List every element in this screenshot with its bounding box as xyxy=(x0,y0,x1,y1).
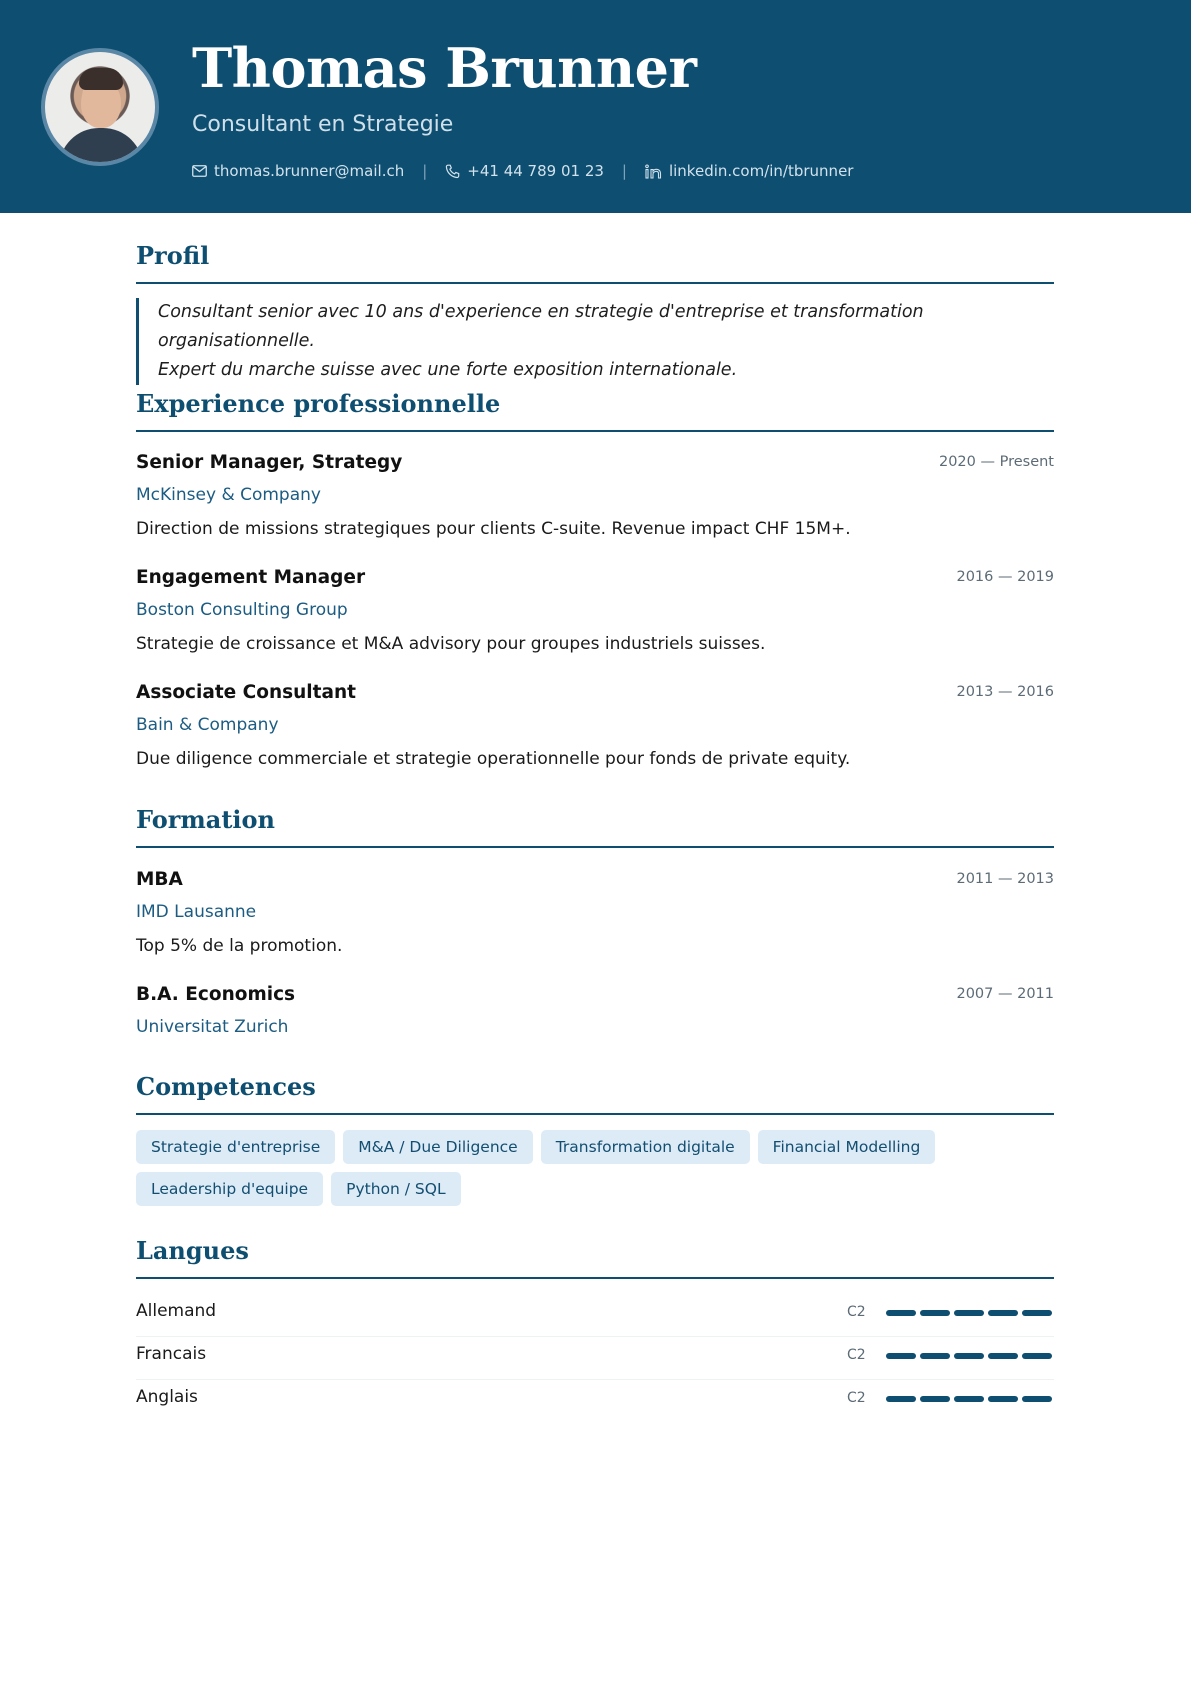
profile-line: Consultant senior avec 10 ans d'experience en strategie d'entreprise et transformation organisationnelle. xyxy=(158,302,924,351)
language-level: C2 xyxy=(847,1347,866,1363)
skill-tag: Transformation digitale xyxy=(541,1130,750,1164)
job-dates: 2020 — Present xyxy=(938,454,1054,470)
candidate-title: Consultant en Strategie xyxy=(192,112,454,137)
section-title-skills: Competences xyxy=(136,1072,316,1101)
section-divider xyxy=(136,1277,1054,1279)
header-banner xyxy=(0,0,1191,213)
contact-email[interactable] xyxy=(192,162,404,180)
job-company: Bain & Company xyxy=(136,715,279,735)
photo-hair xyxy=(79,68,123,90)
contact-bar xyxy=(192,160,853,182)
profile-line: Expert du marche suisse avec une forte exposition internationale. xyxy=(158,360,738,380)
language-name: Allemand xyxy=(136,1301,217,1321)
language-level-bar xyxy=(920,1310,950,1316)
job-description: Direction de missions strategiques pour clients C-suite. Revenue impact CHF 15M+. xyxy=(136,519,851,539)
skill-tag: Financial Modelling xyxy=(758,1130,936,1164)
language-name: Francais xyxy=(136,1344,207,1364)
language-level: C2 xyxy=(847,1390,866,1406)
degree-description: Top 5% de la promotion. xyxy=(136,936,343,956)
section-title-experience: Experience professionnelle xyxy=(136,389,501,418)
job-role: Senior Manager, Strategy xyxy=(136,452,403,473)
language-row xyxy=(136,1379,1054,1422)
section-divider xyxy=(136,1113,1054,1115)
contact-separator: | xyxy=(422,162,428,180)
job-description: Due diligence commerciale et strategie operationnelle pour fonds de private equity. xyxy=(136,749,851,769)
language-level-bar xyxy=(1022,1353,1052,1359)
phone-icon xyxy=(445,164,460,179)
skills-list xyxy=(136,1130,1066,1206)
phone-text: +41 44 789 01 23 xyxy=(467,162,604,180)
job-role: Engagement Manager xyxy=(136,567,366,588)
candidate-name: Thomas Brunner xyxy=(192,36,697,100)
language-row xyxy=(136,1336,1054,1380)
job-role: Associate Consultant xyxy=(136,682,356,703)
language-level-bars xyxy=(886,1396,1052,1402)
skill-tag: Strategie d'entreprise xyxy=(136,1130,335,1164)
language-level-bars xyxy=(886,1310,1052,1316)
contact-linkedin[interactable] xyxy=(645,162,854,180)
language-level-bar xyxy=(988,1310,1018,1316)
language-level: C2 xyxy=(847,1304,866,1320)
school-name: Universitat Zurich xyxy=(136,1017,289,1037)
contact-phone[interactable] xyxy=(445,162,604,180)
linkedin-text: linkedin.com/in/tbrunner xyxy=(668,162,854,180)
language-level-bar xyxy=(1022,1396,1052,1402)
language-level-bar xyxy=(1022,1310,1052,1316)
job-dates: 2013 — 2016 xyxy=(956,684,1054,700)
language-level-bar xyxy=(920,1353,950,1359)
job-dates: 2016 — 2019 xyxy=(956,569,1054,585)
language-level-bar xyxy=(886,1353,916,1359)
school-name: IMD Lausanne xyxy=(136,902,257,922)
job-description: Strategie de croissance et M&A advisory pour groupes industriels suisses. xyxy=(136,634,766,654)
section-title-profile: Profil xyxy=(136,241,210,270)
linkedin-icon xyxy=(645,164,662,179)
degree-name: B.A. Economics xyxy=(136,984,296,1005)
language-level-bar xyxy=(954,1396,984,1402)
section-divider xyxy=(136,430,1054,432)
degree-dates: 2011 — 2013 xyxy=(956,871,1054,887)
language-level-bar xyxy=(886,1310,916,1316)
section-divider xyxy=(136,846,1054,848)
photo-shirt xyxy=(59,128,143,166)
language-name: Anglais xyxy=(136,1387,198,1407)
language-level-bars xyxy=(886,1353,1052,1359)
section-title-languages: Langues xyxy=(136,1236,249,1265)
email-text: thomas.brunner@mail.ch xyxy=(214,162,405,180)
section-title-education: Formation xyxy=(136,805,275,834)
skill-tag: Leadership d'equipe xyxy=(136,1172,323,1206)
contact-separator: | xyxy=(621,162,627,180)
language-level-bar xyxy=(886,1396,916,1402)
language-level-bar xyxy=(988,1396,1018,1402)
section-divider xyxy=(136,282,1054,284)
skill-tag: M&A / Due Diligence xyxy=(343,1130,532,1164)
language-level-bar xyxy=(954,1353,984,1359)
language-row xyxy=(136,1293,1054,1337)
job-company: McKinsey & Company xyxy=(136,485,321,505)
degree-dates: 2007 — 2011 xyxy=(956,986,1054,1002)
profile-summary xyxy=(136,298,1058,385)
degree-name: MBA xyxy=(136,869,183,890)
skill-tag: Python / SQL xyxy=(331,1172,460,1206)
profile-photo xyxy=(41,48,159,166)
envelope-icon xyxy=(192,165,207,177)
job-company: Boston Consulting Group xyxy=(136,600,348,620)
language-level-bar xyxy=(954,1310,984,1316)
language-level-bar xyxy=(920,1396,950,1402)
language-level-bar xyxy=(988,1353,1018,1359)
